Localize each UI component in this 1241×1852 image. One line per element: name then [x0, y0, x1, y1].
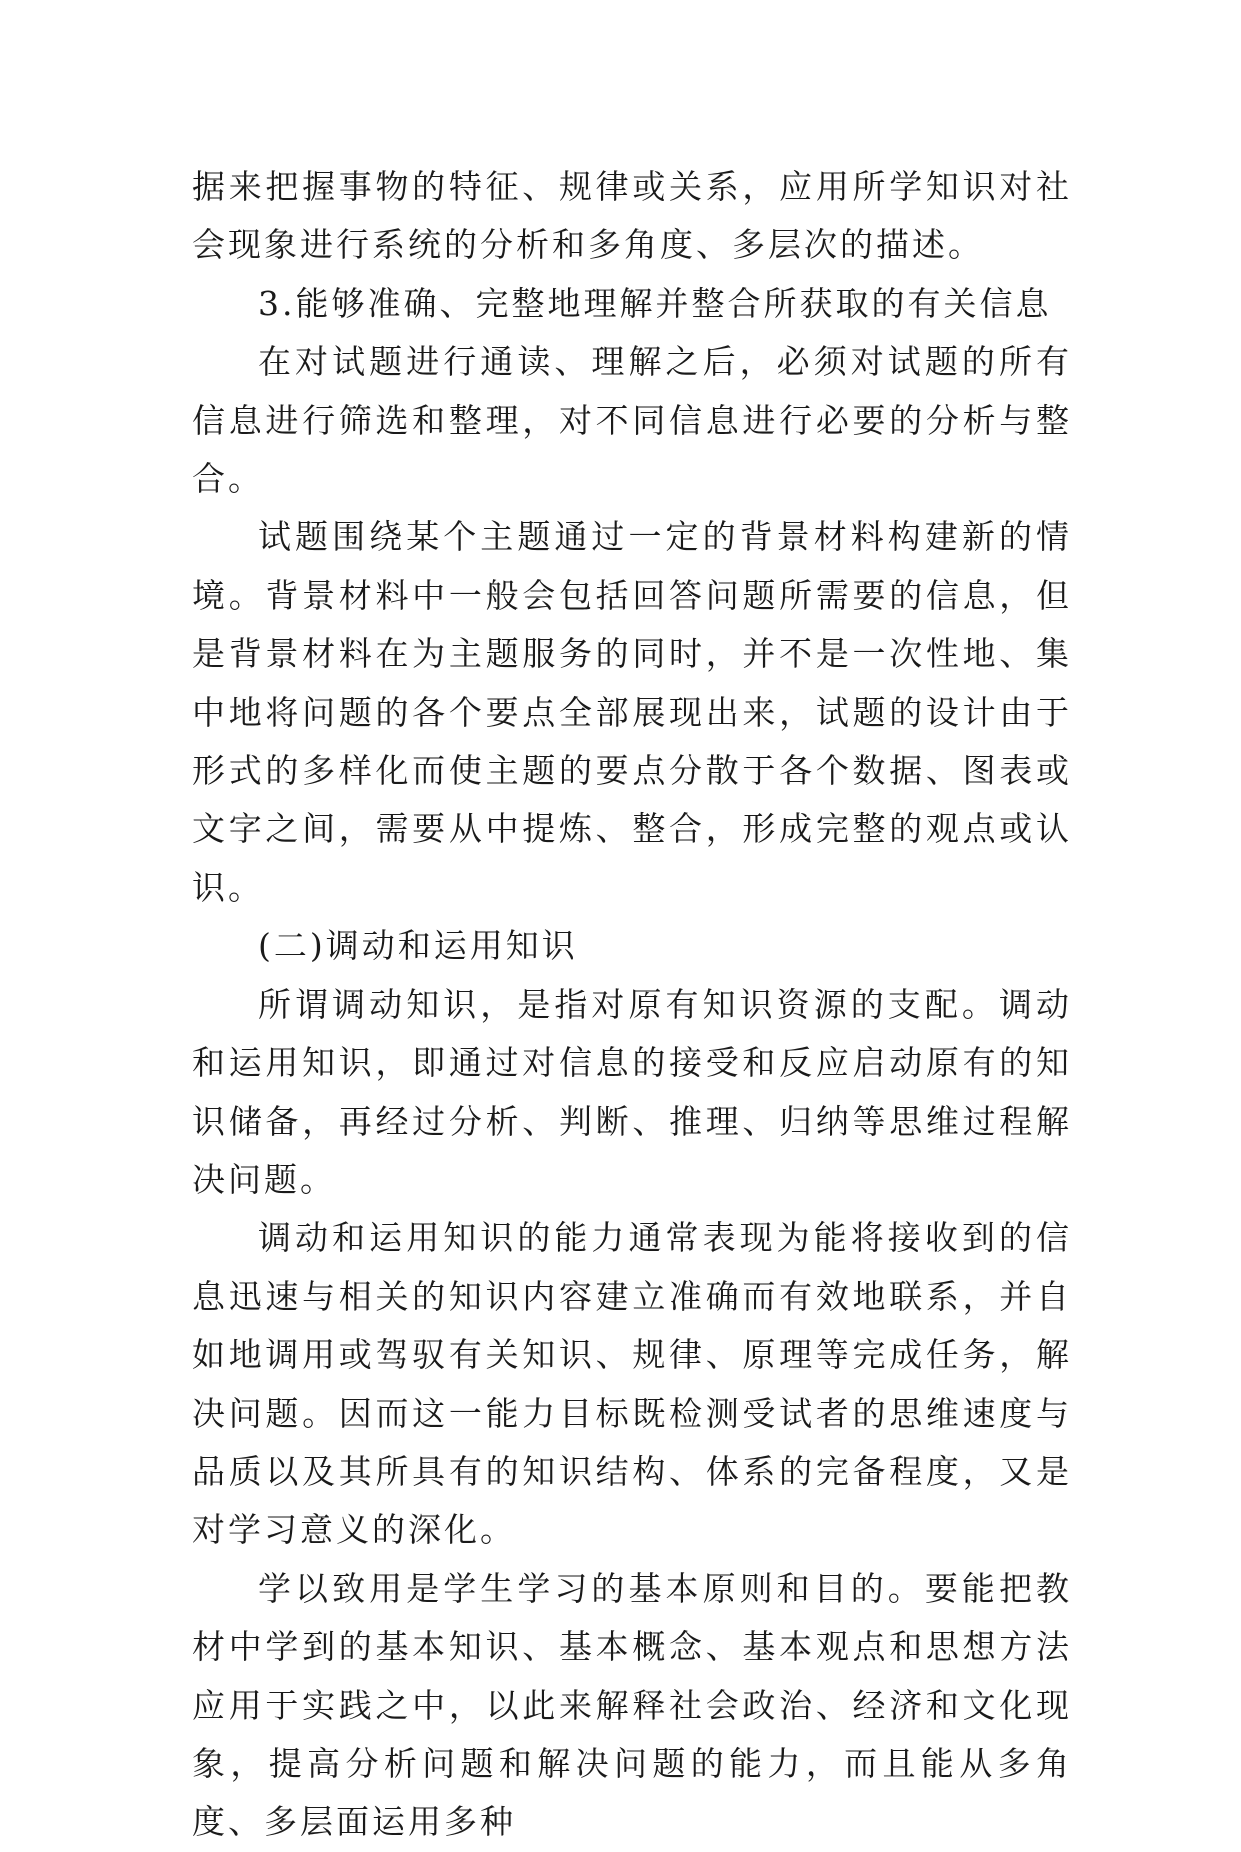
- paragraph: 据来把握事物的特征、规律或关系，应用所学知识对社会现象进行系统的分析和多角度、多层次的描述。: [192, 167, 1072, 265]
- paragraph: 在对试题进行通读、理解之后，必须对试题的所有信息进行筛选和整理，对不同信息进行必要的分析与整合。: [192, 342, 1072, 499]
- paragraph: 所谓调动知识，是指对原有知识资源的支配。调动和运用知识，即通过对信息的接受和反应启动原有的知识储备，再经过分析、判断、推理、归纳等思维过程解决问题。: [192, 984, 1072, 1199]
- paragraph: 学以致用是学生学习的基本原则和目的。要能把教材中学到的基本知识、基本概念、基本观点和思想方法应用于实践之中，以此来解释社会政治、经济和文化现象，提高分析问题和解决问题的能力，而且能从多角度、多层面运用多种: [192, 1568, 1072, 1842]
- paragraph: 调动和运用知识的能力通常表现为能将接收到的信息迅速与相关的知识内容建立准确而有效地联系，并自如地调用或驾驭有关知识、规律、原理等完成任务，解决问题。因而这一能力目标既检测受试者的思维速度与品质以及其所具有的知识结构、体系的完备程度，又是对学习意义的深化。: [192, 1218, 1072, 1550]
- paragraph: 试题围绕某个主题通过一定的背景材料构建新的情境。背景材料中一般会包括回答问题所需要的信息，但是背景材料在为主题服务的同时，并不是一次性地、集中地将问题的各个要点全部展现出来，试题的设计由于形式的多样化而使主题的要点分散于各个数据、图表或文字之间，需要从中提炼、整合，形成完整的观点或认识。: [192, 517, 1072, 907]
- section-heading: 3.能够准确、完整地理解并整合所获取的有关信息: [258, 283, 1052, 323]
- document-body: [192, 158, 1072, 1852]
- section-heading: (二)调动和运用知识: [258, 926, 578, 966]
